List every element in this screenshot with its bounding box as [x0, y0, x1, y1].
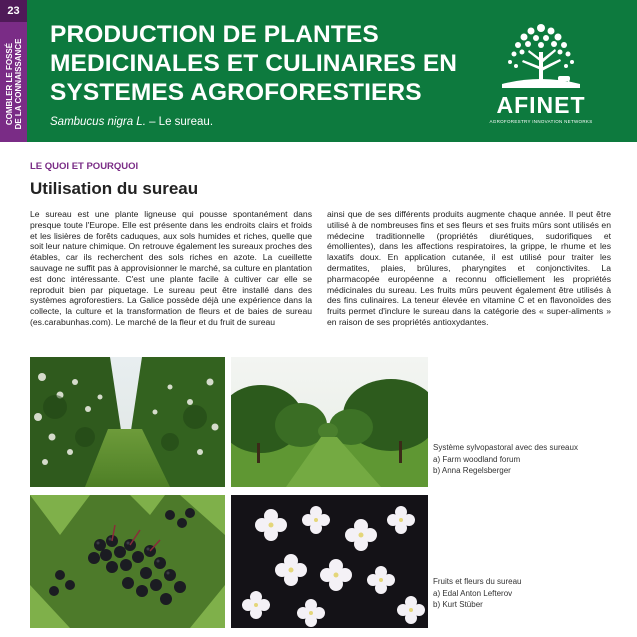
afinet-logo — [486, 22, 596, 130]
section-title: Utilisation du sureau — [30, 179, 199, 198]
caption-title: Fruits et fleurs du sureau — [433, 577, 522, 586]
title-line-2: MEDICINALES ET CULINAIRES EN — [50, 50, 458, 77]
page-number: 23 — [0, 0, 27, 22]
section-kicker: LE QUOI ET POURQUOI — [30, 161, 139, 172]
body-text-left: Le sureau est une plante ligneuse qui pousse spontanément dans presque toute l'Europe. Elle est présente dans les endroits clairs et froids et les lisières de forêts caduques, aux sols humides et riches, quelle que soit leur nature chimique. On retrouve également les sureaux proches des étables, car ils recherchent des sols riches en azote. La cueillette sauvage ne suffit pas à approvisionner le marché, sa culture en plantation est donc intéressante. C'est une plante facile à cultiver car elle se reproduit bien par piquetage. Le sureau peut être installé dans des systèmes agroforestiers. La Galice possède déjà une expérience dans la collecte, la culture et la transformation de fleurs et de baies de sureau (es.carabunhas.com). Le marché de la fleur et du fruit de sureau — [30, 209, 312, 327]
caption-credit-b: b) Kurt Stüber — [433, 600, 483, 609]
page-title — [50, 20, 470, 107]
caption-credit-a: a) Edal Anton Lefterov — [433, 588, 513, 598]
caption-fruits-flowers — [433, 576, 521, 611]
photo-silvopasture-alley — [30, 357, 225, 487]
tree-icon — [498, 22, 584, 92]
side-tab — [0, 0, 27, 142]
logo-name: AFINET — [496, 92, 586, 118]
species-name: Sambucus nigra L. — [50, 116, 146, 128]
body-text-right: ainsi que de ses différents produits augmente chaque année. Il peut être utilisé à de nombreuses fins et ses fleurs et ses fruits mûrs sont utilisés en médecine traditionnelle (propriétés diurétiques, sudorifiques et émollientes), dans les affections respiratoires, la grippe, le rhume et les laxatifs doux. En application cutanée, il est utilisé pour traiter les dermatites, plaies, brûlures, pharyngites et conjonctivites. La pharmacopée européenne a reconnu officiellement les propriétés médicinales du sureau. Les fruits mûrs peuvent également être utilisés à des fins culinaires. La teneur élevée en vitamine C et en flavonoïdes des fruits permet d'inclure le sureau dans la catégorie des « super-aliments » en raison de ses propriétés antioxydantes. — [327, 209, 611, 327]
photo-elder-rows — [231, 357, 428, 487]
subtitle-rest: – Le sureau. — [145, 116, 214, 128]
caption-title: Système sylvopastoral avec des sureaux — [433, 443, 578, 452]
subtitle — [50, 116, 213, 128]
side-label-line1: COMBLER LE FOSSÉ — [4, 42, 14, 126]
caption-credit-b: b) Anna Regelsberger — [433, 466, 511, 475]
caption-credit-a: a) Farm woodland forum — [433, 454, 521, 464]
title-line-1: PRODUCTION DE PLANTES — [50, 21, 379, 48]
caption-silvopasture — [433, 442, 578, 477]
title-line-3: SYSTEMES AGROFORESTIERS — [50, 79, 422, 106]
side-label-line2: DE LA CONNAISSANCE — [13, 38, 23, 130]
photo-elderberries — [30, 495, 225, 628]
side-label — [2, 30, 25, 138]
logo-tagline: AGROFORESTRY INNOVATION NETWORKS — [489, 119, 593, 124]
photo-elderflowers — [231, 495, 428, 628]
